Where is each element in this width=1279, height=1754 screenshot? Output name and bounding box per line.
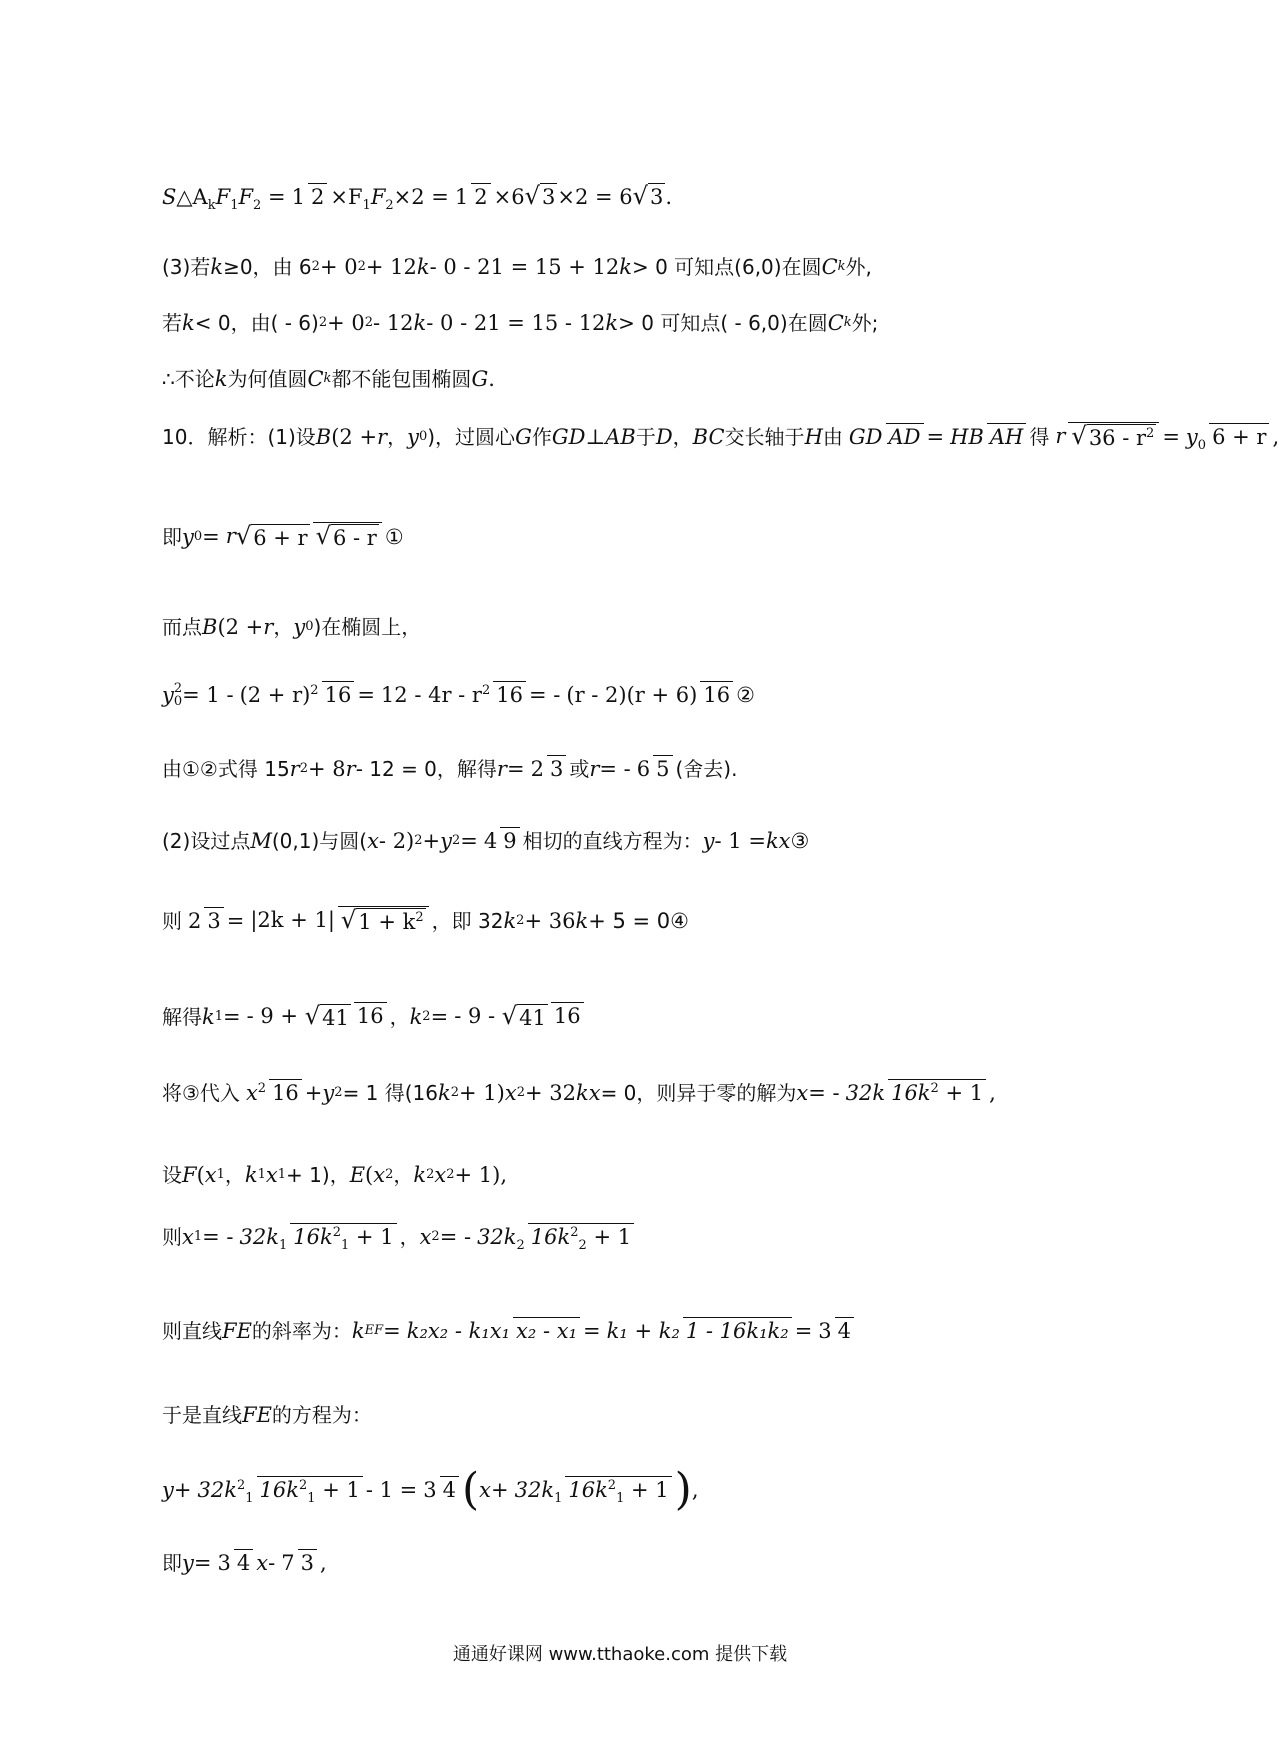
solution-points-FE: 设 F ( x 1 ， k 1 x 1 + 1)， E ( x 2 ， k 2 x 2 + 1), [162, 1163, 508, 1187]
solution-line-FE-intro: 于是直线 FE 的方程为： [162, 1403, 372, 1427]
equation-2: y 2 0 = 1 - $(2 + r)^2$ 16 = $12 - 4r - r^2$ 16 = - (r - 2)(r + 6) 16 ② [162, 681, 755, 709]
solution-line-part3-b: 若 k < 0，由( - 6) 2 + 0 2 - 12 k - 0 - 21 = 15 - 12 k > 0 可知点( - 6,0)在圆 C k 外; [162, 311, 879, 335]
solution-line-FE-equation: y + $32k^2_1$ $16k^2_1 + 1$ - 1 = 3 4 ( x + $32k_1$ $16k^2_1 + 1$ ) , [162, 1464, 699, 1515]
problem-10-setup: 10．解析：(1)设 B (2 + r ， y 0 )，过圆心 G 作 GD ⊥ AB 于 D ， BC 交长轴于 H 由 GD AD = HB AH 得 r √ $36 - r^2$ = $y_0$ 6 + r , [162, 422, 1279, 454]
solution-part2-tangent: (2)设过点 M (0,1)与圆( x - 2) 2 + y 2 = 4 9 相切的直线方程为： y - 1 = kx ③ [162, 828, 810, 853]
solution-line-conclusion: ∴不论 k 为何值圆 C k 都不能包围椭圆 G . [162, 367, 495, 391]
solution-final-line: 即 y = 3 4 x - 7 3 , [162, 1550, 327, 1575]
solution-r-values: 由①②式得 15 r 2 + 8 r - 12 = 0，解得 r = 2 3 或 r = - 6 5 (舍去). [162, 756, 738, 781]
equation-1: 即 y 0 = r √ 6 + r √ 6 - r ① [162, 522, 404, 551]
equation-4: 则 2 3 = |2k + 1| √ $1 + k^2$ ，即 32 k 2 + 36 k + 5 = 0④ [162, 906, 689, 935]
page-footer: 通通好课网 www.tthaoke.com 提供下载 [452, 1644, 788, 1665]
solution-slope-FE: 则直线 FE 的斜率为： k EF = k₂x₂ - k₁x₁ x₂ - x₁ = k₁ + k₂ 1 - 16k₁k₂ = 3 4 [162, 1316, 857, 1346]
solution-line-on-ellipse: 而点 B (2 + r ， y 0 )在椭圆上， [162, 615, 422, 639]
solution-substitution: 将③代入 $x^2$ 16 + y 2 = 1 得(16 k 2 + 1) x 2 + 32 kx = 0，则异于零的解为 x = - 32k $16k^2 + 1$ , [162, 1080, 996, 1105]
formula-area-triangle: $S\triangle A_kF_1F_2$ = 1 2 $\times F_1F_2\times 2$ = 1 2 ×6 √3 ×2 = 6 √3 . [162, 182, 673, 214]
solution-line-part3-a: (3)若 k ≥0，由 6 2 + 0 2 + 12 k - 0 - 21 = 15 + 12 k > 0 可知点(6,0)在圆 C k 外, [162, 255, 872, 279]
solution-k-values: 解得 k 1 = - 9 + √ 41 16 ， k 2 = - 9 - √ 41 16 [162, 1002, 587, 1032]
solution-x-values: 则 x 1 = - $32k_1$ $16k^2_1 + 1$ ， x 2 = - $32k_2$ $16k^2_2 + 1$ [162, 1222, 637, 1252]
